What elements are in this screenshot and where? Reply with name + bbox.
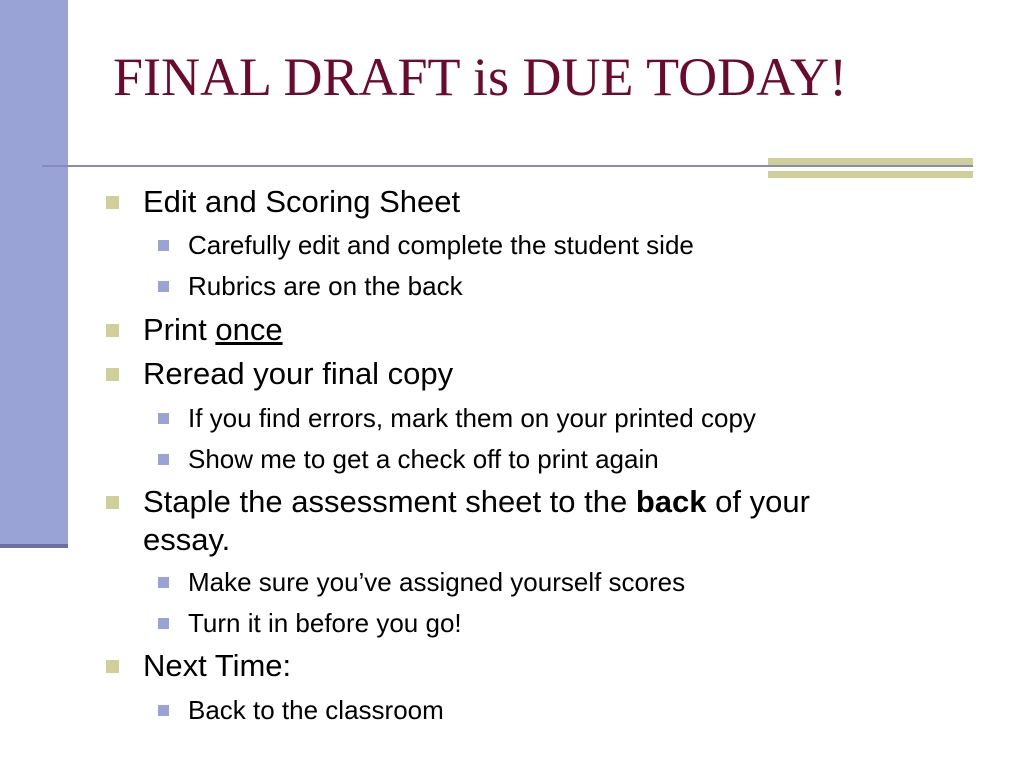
bold-word: back <box>635 484 707 519</box>
list-item <box>143 311 283 349</box>
square-bullet-icon <box>158 413 169 424</box>
bullet-text: Show me to get a check off to print again <box>188 444 659 474</box>
square-bullet-icon <box>158 240 169 251</box>
bullet-text: Rubrics are on the back <box>188 271 463 301</box>
list-item <box>188 270 463 302</box>
list-item <box>188 607 462 639</box>
list-item <box>188 566 685 598</box>
bullet-text: Carefully edit and complete the student side <box>188 230 694 260</box>
bullet-text: Make sure you’ve assigned yourself scores <box>188 567 686 597</box>
square-bullet-icon <box>158 281 169 292</box>
bullet-text: If you find errors, mark them on your printed copy <box>188 403 756 433</box>
list-item <box>143 183 460 221</box>
square-bullet-icon <box>106 496 119 509</box>
list-item <box>188 694 444 726</box>
bullet-text-continuation: essay. <box>143 522 231 557</box>
list-item <box>188 443 659 475</box>
bullet-text: Reread your final copy <box>143 356 454 391</box>
list-item <box>143 355 453 393</box>
slide-title: FINAL DRAFT is DUE TODAY! <box>113 47 848 107</box>
list-item-continuation <box>143 521 230 559</box>
list-item <box>143 483 810 521</box>
bullet-text: Turn it in before you go! <box>188 608 462 638</box>
square-bullet-icon <box>158 618 169 629</box>
list-item <box>143 647 291 685</box>
square-bullet-icon <box>158 577 169 588</box>
underlined-word: once <box>215 312 283 347</box>
list-item <box>188 402 756 434</box>
square-bullet-icon <box>106 324 119 337</box>
square-bullet-icon <box>158 705 169 716</box>
bullet-text-suffix: of your <box>706 484 810 519</box>
square-bullet-icon <box>158 454 169 465</box>
bullet-text: Print <box>143 312 216 347</box>
list-item <box>188 229 694 261</box>
bullet-text: Edit and Scoring Sheet <box>143 184 461 219</box>
bullet-text: Next Time: <box>143 648 292 683</box>
square-bullet-icon <box>106 660 119 673</box>
bullet-text: Back to the classroom <box>188 695 444 725</box>
square-bullet-icon <box>106 196 119 209</box>
bullet-text: Staple the assessment sheet to the <box>143 484 636 519</box>
square-bullet-icon <box>106 368 119 381</box>
